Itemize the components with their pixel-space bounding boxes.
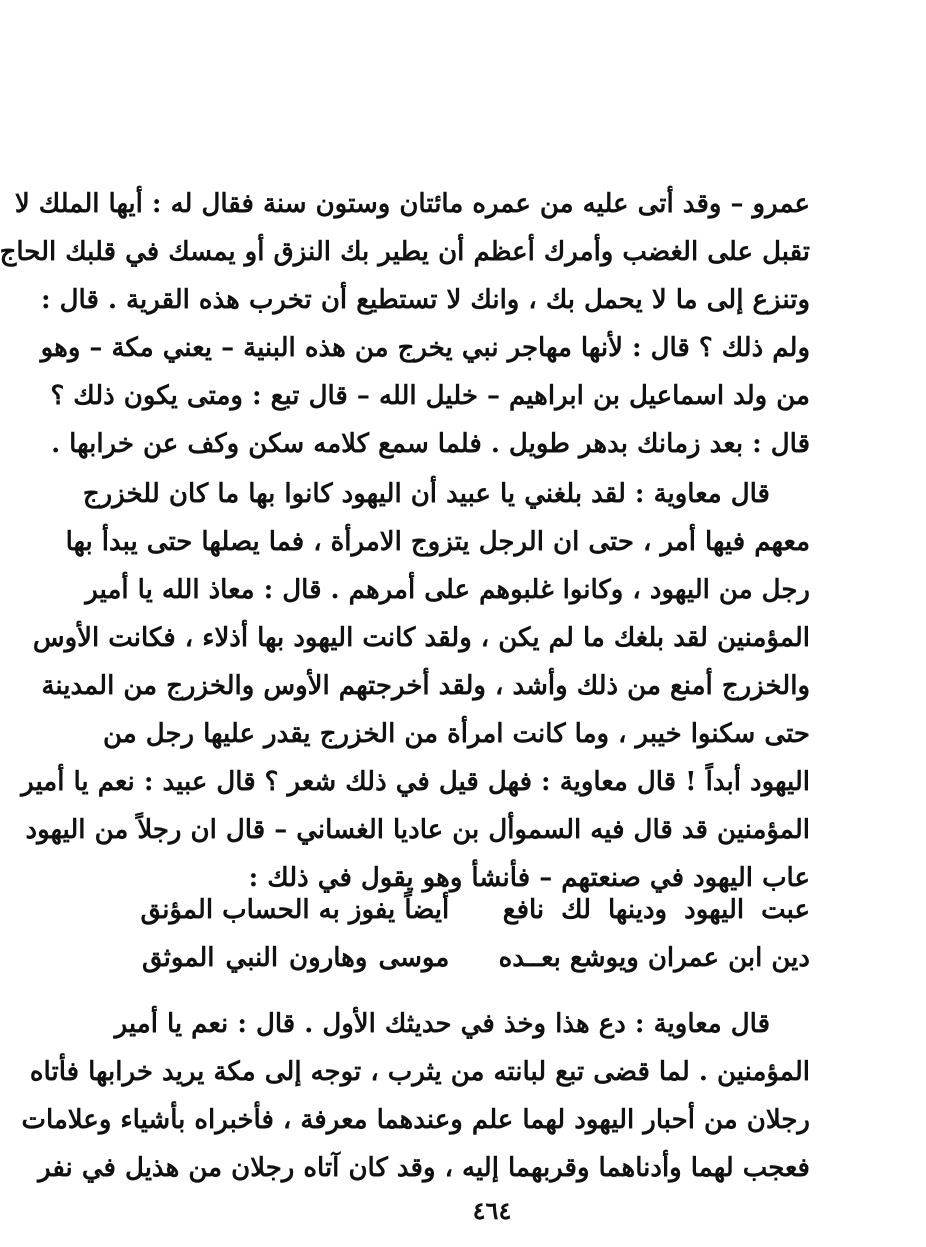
poem <box>142 886 810 982</box>
verse-first-half: دين ابن عمران ويوشع بعــده <box>498 943 810 973</box>
text-line: رجلان من أحبار اليهود لهما علم وعندهما معرفة ، فأخبراه بأشياء وعلامات <box>21 1105 810 1135</box>
text-line: المؤمنين لقد بلغك ما لم يكن ، ولقد كانت اليهود بها أذلاء ، فكانت الأوس <box>32 623 810 653</box>
verse-second-half: أيضاً يفوز به الحساب المؤنق <box>140 895 450 925</box>
verse <box>142 886 810 934</box>
text-line: فعجب لهما وأدناهما وقربهما إليه ، وقد كان آتاه رجلان من هذيل في نفر <box>38 1153 810 1183</box>
text-line: قال معاوية : لقد بلغني يا عبيد أن اليهود كانوا بها ما كان للخزرج <box>82 479 770 509</box>
verse-first-half: عبت اليهود ودينها لك نافع <box>502 895 810 925</box>
text-line: قال معاوية : دع هذا وخذ في حديثك الأول . قال : نعم يا أمير <box>114 1009 770 1039</box>
text-line: معهم فيها أمر ، حتى ان الرجل يتزوج الامرأة ، فما يصلها حتى يبدأ بها <box>65 527 810 557</box>
text-line: قال : بعد زمانك بدهر طويل . فلما سمع كلامه سكن وكف عن خرابها . <box>51 429 810 459</box>
paragraph-1 <box>0 180 810 468</box>
text-line: والخزرج أمنع من ذلك وأشد ، ولقد أخرجتهم الأوس والخزرج من المدينة <box>41 671 810 701</box>
text-line: وتنزع إلى ما لا يحمل بك ، وانك لا تستطيع أن تخرب هذه القرية . قال : <box>41 285 810 315</box>
text-line: ولم ذلك ؟ قال : لأنها مهاجر نبي يخرج من هذه البنية – يعني مكة – وهو <box>40 333 810 363</box>
page-number: ٤٦٤ <box>472 1196 512 1225</box>
text-line: المؤمنين قد قال فيه السموأل بن عاديا الغساني – قال ان رجلاً من اليهود <box>25 815 810 845</box>
paragraph-3 <box>21 1000 810 1192</box>
verse-second-half: موسى وهارون النبي الموثق <box>142 943 450 973</box>
paragraph-2 <box>21 470 810 902</box>
text-line: المؤمنين . لما قضى تبع لبانته من يثرب ، توجه إلى مكة يريد خرابها فأتاه <box>29 1057 810 1087</box>
text-line: عاب اليهود في صنعتهم – فأنشأ وهو يقول في ذلك : <box>248 863 810 893</box>
text-line: اليهود أبداً ! قال معاوية : فهل قيل في ذلك شعر ؟ قال عبيد : نعم يا أمير <box>21 767 810 797</box>
text-line: حتى سكنوا خيبر ، وما كانت امرأة من الخزرج يقدر عليها رجل من <box>102 719 810 749</box>
text-line: رجل من اليهود ، وكانوا غلبوهم على أمرهم . قال : معاذ الله يا أمير <box>85 575 810 605</box>
text-line: عمرو – وقد أتى عليه من عمره مائتان وستون سنة فقال له : أيها الملك لا <box>14 189 810 219</box>
verse <box>142 934 810 982</box>
text-line: من ولد اسماعيل بن ابراهيم – خليل الله – قال تبع : ومتى يكون ذلك ؟ <box>50 381 810 411</box>
text-line: تقبل على الغضب وأمرك أعظم أن يطير بك النزق أو يمسك في قلبك الحاج <box>0 237 810 267</box>
